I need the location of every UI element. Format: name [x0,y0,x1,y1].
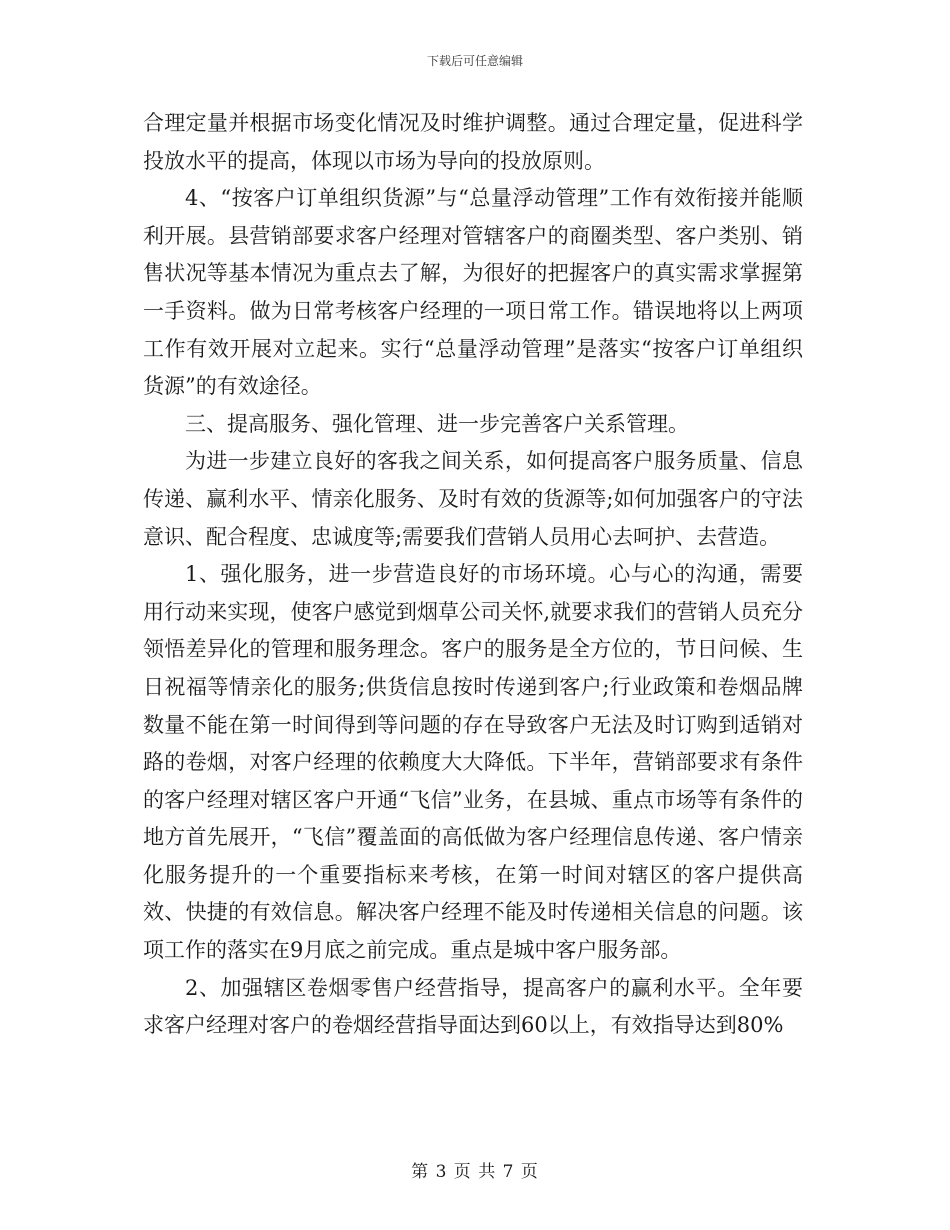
document-body [143,105,803,1045]
paragraph: 2、加强辖区卷烟零售户经营指导，提高客户的赢利水平。全年要求客户经理对客户的卷烟经营指导面达到60以上，有效指导达到80% [143,975,803,1038]
paragraph: 为进一步建立良好的客我之间关系，如何提高客户服务质量、信息传递、赢利水平、情亲化服务、及时有效的货源等;如何加强客户的守法意识、配合程度、忠诚度等;需要我们营销人员用心去呵护、去营造。 [143,449,803,549]
section-heading: 三、提高服务、强化管理、进一步完善客户关系管理。 [185,411,689,436]
page-footer: 第 3 页 共 7 页 [411,1162,539,1182]
paragraph: 1、强化服务，进一步营造良好的市场环境。心与心的沟通，需要用行动来实现，使客户感觉到烟草公司关怀,就要求我们的营销人员充分领悟差异化的管理和服务理念。客户的服务是全方位的，节日问候、生日祝福等情亲化的服务;供货信息按时传递到客户;行业政策和卷烟品牌数量不能在第一时间得到等问题的存在导致客户无法及时订购到适销对路的卷烟，对客户经理的依赖度大大降低。下半年，营销部要求有条件的客户经理对辖区客户开通“飞信”业务，在县城、重点市场等有条件的地方首先展开，“飞信”覆盖面的高低做为客户经理信息传递、客户情亲化服务提升的一个重要指标来考核，在第一时间对辖区的客户提供高效、快捷的有效信息。解决客户经理不能及时传递相关信息的问题。该项工作的落实在9月底之前完成。重点是城中客户服务部。 [143,562,803,963]
page-header: 下载后可任意编辑 [426,54,523,68]
paragraph: 4、“按客户订单组织货源”与“总量浮动管理”工作有效衔接并能顺利开展。县营销部要求客户经理对管辖客户的商圈类型、客户类别、销售状况等基本情况为重点去了解，为很好的把握客户的真实需求掌握第一手资料。做为日常考核客户经理的一项日常工作。错误地将以上两项工作有效开展对立起来。实行“总量浮动管理”是落实“按客户订单组织货源”的有效途径。 [143,186,803,399]
paragraph: 合理定量并根据市场变化情况及时维护调整。通过合理定量，促进科学投放水平的提高，体现以市场为导向的投放原则。 [143,111,803,173]
